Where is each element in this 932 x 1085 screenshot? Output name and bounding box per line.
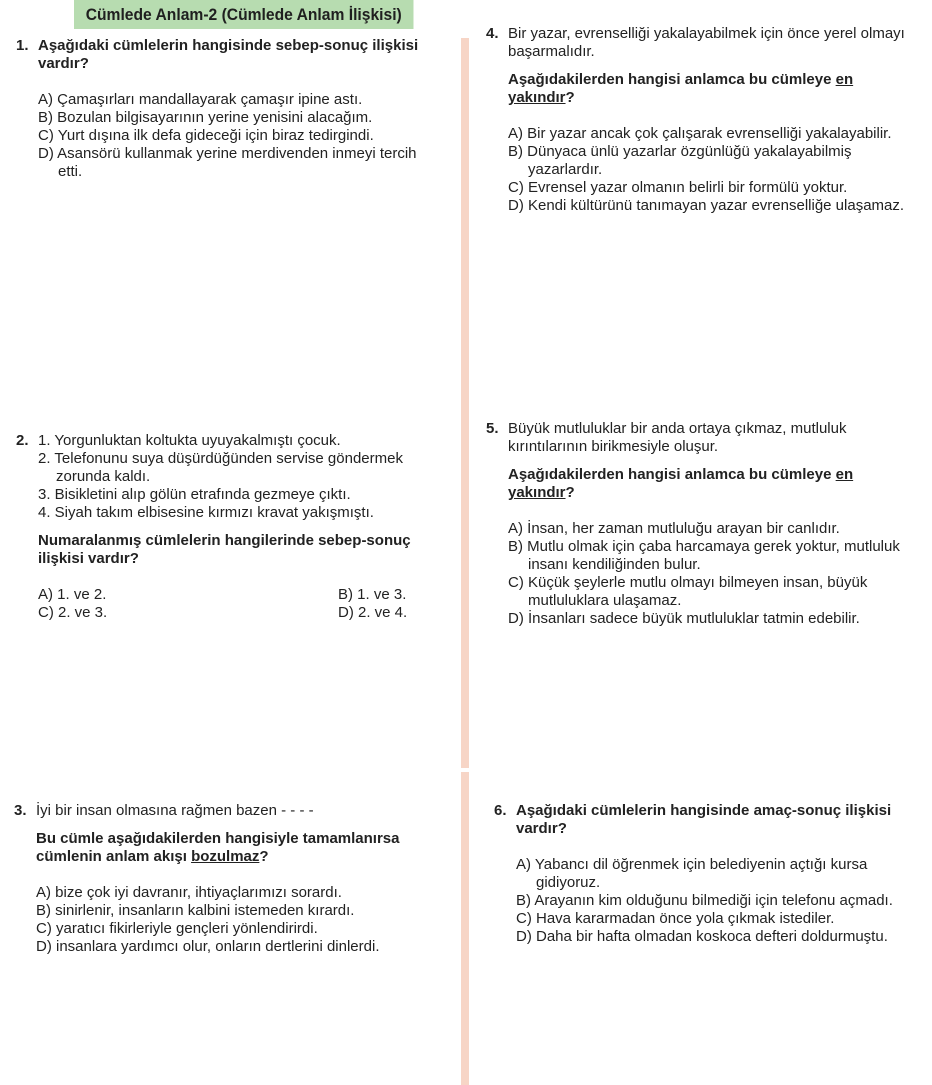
question-1 xyxy=(16,37,436,181)
option-a[interactable]: A) İnsan, her zaman mutluluğu arayan bir canlıdır. xyxy=(508,520,840,537)
column-divider-bottom xyxy=(461,772,469,1085)
answer-options xyxy=(508,125,906,215)
option-d[interactable]: D) 2. ve 4. xyxy=(338,604,408,621)
prompt-emphasis: en yakındır xyxy=(508,71,854,106)
option-b[interactable]: B) sinirlenir, insanların kalbini istemeden kırardı. xyxy=(36,902,355,919)
option-d[interactable]: D) Daha bir hafta olmadan koskoca defteri doldurmuştu. xyxy=(516,928,888,945)
option-b[interactable]: B) Dünyaca ünlü yazarlar özgünlüğü yakalayabilmiş yazarlardır. xyxy=(508,143,852,178)
question-6 xyxy=(494,802,909,946)
question-number: 3. xyxy=(14,802,27,819)
question-number: 2. xyxy=(16,432,29,449)
sentence-item: 4. Siyah takım elbisesine kırmızı kravat yakışmıştı. xyxy=(38,504,374,521)
sentence-item: 3. Bisikletini alıp gölün etrafında gezmeye çıktı. xyxy=(38,486,351,503)
column-divider-top xyxy=(461,38,469,768)
question-number: 1. xyxy=(16,37,29,54)
prompt-text: Aşağıdakilerden hangisi anlamca bu cümleye xyxy=(508,71,836,88)
prompt-emphasis: en yakındır xyxy=(508,466,854,501)
question-3 xyxy=(14,802,434,956)
option-c[interactable]: C) Hava kararmadan önce yola çıkmak istediler. xyxy=(516,910,835,927)
option-c[interactable]: C) Yurt dışına ilk defa gideceği için biraz tedirgindi. xyxy=(38,127,374,144)
question-number: 6. xyxy=(494,802,507,819)
question-stem: Aşağıdaki cümlelerin hangisinde amaç-sonuç ilişkisi vardır? xyxy=(516,802,892,837)
sentence-item: 2. Telefonunu suya düşürdüğünden servise göndermek zorunda kaldı. xyxy=(38,450,403,485)
option-a[interactable]: A) Çamaşırları mandallayarak çamaşır ipine astı. xyxy=(38,91,363,108)
option-a[interactable]: A) Bir yazar ancak çok çalışarak evrenselliği yakalayabilir. xyxy=(508,125,892,142)
question-4 xyxy=(486,25,906,215)
answer-options xyxy=(38,91,436,181)
question-prompt xyxy=(508,71,906,107)
question-number: 4. xyxy=(486,25,499,42)
option-d[interactable]: D) Asansörü kullanmak yerine merdivenden inmeyi tercih etti. xyxy=(38,145,417,180)
option-b[interactable]: B) Mutlu olmak için çaba harcamaya gerek yoktur, mutluluk insanı kendiliğinden bulur. xyxy=(508,538,900,573)
option-c[interactable]: C) 2. ve 3. xyxy=(38,604,108,621)
answer-options xyxy=(38,586,436,622)
question-prompt xyxy=(36,830,434,866)
option-c[interactable]: C) yaratıcı fikirleriyle gençleri yönlendirirdi. xyxy=(36,920,318,937)
option-c[interactable]: C) Küçük şeylerle mutlu olmayı bilmeyen insan, büyük mutluluklara ulaşamaz. xyxy=(508,574,868,609)
question-2 xyxy=(16,432,436,622)
answer-options xyxy=(36,884,434,956)
question-stem: Aşağıdaki cümlelerin hangisinde sebep-sonuç ilişkisi vardır? xyxy=(38,37,419,72)
question-stem: Bir yazar, evrenselliği yakalayabilmek için önce yerel olmayı başarmalıdır. xyxy=(508,25,905,60)
question-5 xyxy=(486,420,906,628)
prompt-text: Bu cümle aşağıdakilerden hangisiyle tamamlanırsa cümlenin anlam akışı xyxy=(36,830,400,865)
option-d[interactable]: D) Kendi kültürünü tanımayan yazar evrenselliğe ulaşamaz. xyxy=(508,197,905,214)
prompt-text: Aşağıdakilerden hangisi anlamca bu cümleye xyxy=(508,466,836,483)
question-number: 5. xyxy=(486,420,499,437)
option-d[interactable]: D) insanlara yardımcı olur, onların dertlerini dinlerdi. xyxy=(36,938,380,955)
question-stem: Büyük mutluluklar bir anda ortaya çıkmaz, mutluluk kırıntılarının birikmesiyle oluşur. xyxy=(508,420,847,455)
prompt-emphasis: bozulmaz xyxy=(191,848,260,865)
sentence-item: 1. Yorgunluktan koltukta uyuyakalmıştı çocuk. xyxy=(38,432,341,449)
answer-options xyxy=(508,520,906,628)
option-b[interactable]: B) 1. ve 3. xyxy=(338,586,407,603)
question-prompt xyxy=(508,466,906,502)
numbered-sentences xyxy=(38,432,436,522)
option-d[interactable]: D) İnsanları sadece büyük mutluluklar tatmin edebilir. xyxy=(508,610,860,627)
answer-options xyxy=(516,856,909,946)
prompt-end: ? xyxy=(565,484,575,501)
prompt-end: ? xyxy=(565,89,575,106)
option-c[interactable]: C) Evrensel yazar olmanın belirli bir formülü yoktur. xyxy=(508,179,848,196)
option-a[interactable]: A) 1. ve 2. xyxy=(38,586,107,603)
option-b[interactable]: B) Bozulan bilgisayarının yerine yenisini alacağım. xyxy=(38,109,373,126)
question-stem: İyi bir insan olmasına rağmen bazen - - - - xyxy=(36,802,314,819)
option-a[interactable]: A) bize çok iyi davranır, ihtiyaçlarımızı sorardı. xyxy=(36,884,342,901)
question-prompt: Numaralanmış cümlelerin hangilerinde sebep-sonuç ilişkisi vardır? xyxy=(38,532,411,567)
page-title: Cümlede Anlam-2 (Cümlede Anlam İlişkisi) xyxy=(74,0,413,29)
option-a[interactable]: A) Yabancı dil öğrenmek için belediyenin açtığı kursa gidiyoruz. xyxy=(516,856,868,891)
prompt-end: ? xyxy=(259,848,269,865)
option-b[interactable]: B) Arayanın kim olduğunu bilmediği için telefonu açmadı. xyxy=(516,892,893,909)
